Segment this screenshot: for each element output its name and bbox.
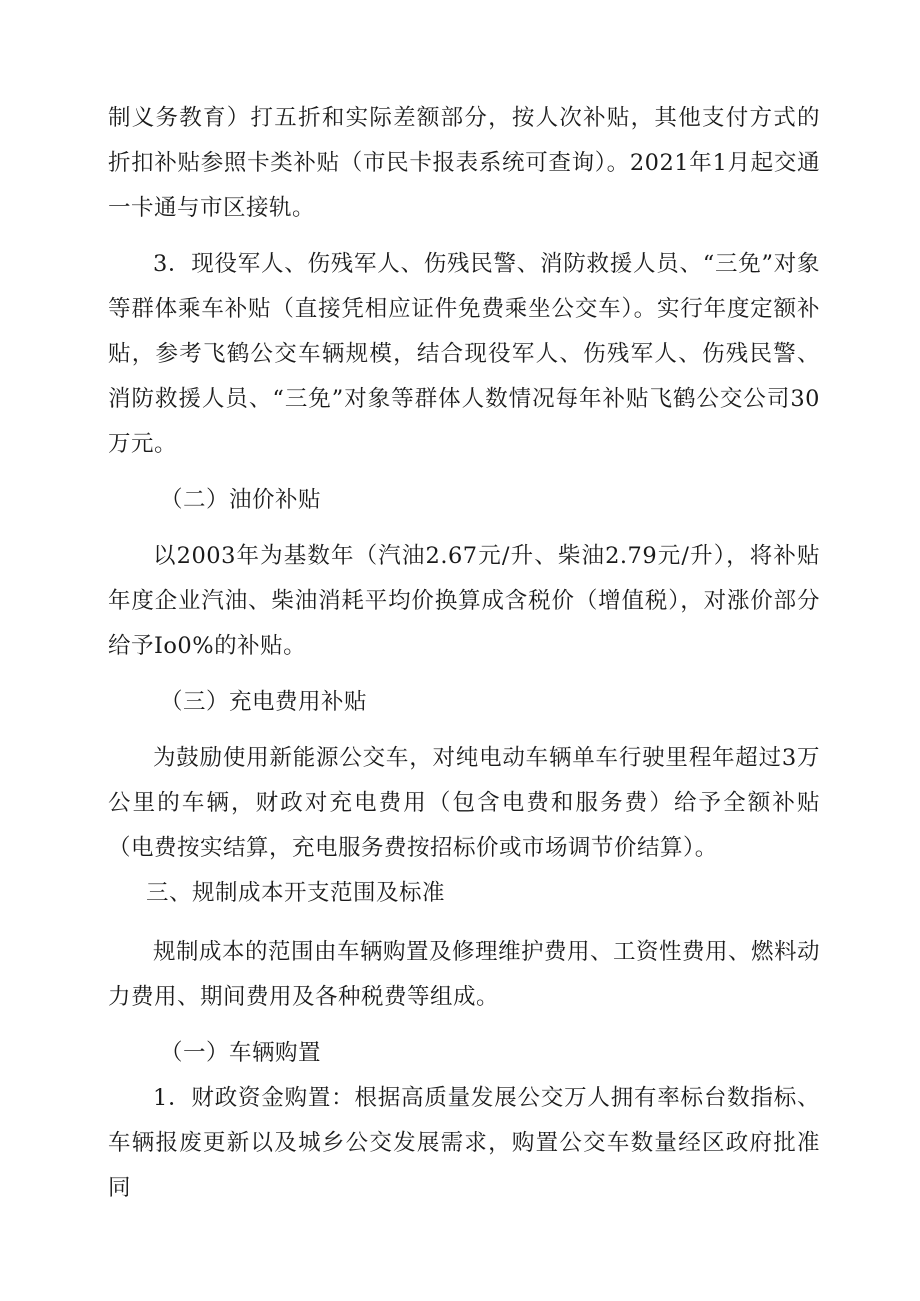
paragraph-card-subsidy-continued: 制义务教育）打五折和实际差额部分，按人次补贴，其他支付方式的折扣补贴参照卡类补贴（市民卡报表系统可查询）。2021年1月起交通一卡通与市区接轨。 xyxy=(108,105,820,221)
heading-regulated-cost-scope: 三、规制成本开支范围及标准 xyxy=(146,880,446,906)
heading-charging-subsidy: （三）充电费用补贴 xyxy=(160,689,368,715)
document-body xyxy=(108,96,820,1211)
heading-oil-price-subsidy: （二）油价补贴 xyxy=(160,487,322,513)
paragraph-charging-subsidy: 为鼓励使用新能源公交车，对纯电动车辆单车行驶里程年超过3万公里的车辆，财政对充电费用（包含电费和服务费）给予全额补贴（电费按实结算，充电服务费按招标价或市场调节价结算）。 xyxy=(108,745,820,861)
paragraph-group-ride-subsidy: 3．现役军人、伤残军人、伤残民警、消防救援人员、“三免”对象等群体乘车补贴（直接凭相应证件免费乘坐公交车）。实行年度定额补贴，参考飞鹤公交车辆规模，结合现役军人、伤残军人、伤残民警、消防救援人员、“三免”对象等群体人数情况每年补贴飞鹤公交公司30万元。 xyxy=(108,251,820,457)
heading-vehicle-purchase: （一）车辆购置 xyxy=(160,1040,322,1066)
paragraph-vehicle-purchase: 1．财政资金购置：根据高质量发展公交万人拥有率标台数指标、车辆报废更新以及城乡公交发展需求，购置公交车数量经区政府批准同 xyxy=(108,1085,820,1201)
paragraph-oil-price-subsidy: 以2003年为基数年（汽油2.67元/升、柴油2.79元/升），将补贴年度企业汽油、柴油消耗平均价换算成含税价（增值税），对涨价部分给予Io0%的补贴。 xyxy=(108,543,820,659)
paragraph-regulated-cost-scope: 规制成本的范围由车辆购置及修理维护费用、工资性费用、燃料动力费用、期间费用及各种税费等组成。 xyxy=(108,939,821,1010)
